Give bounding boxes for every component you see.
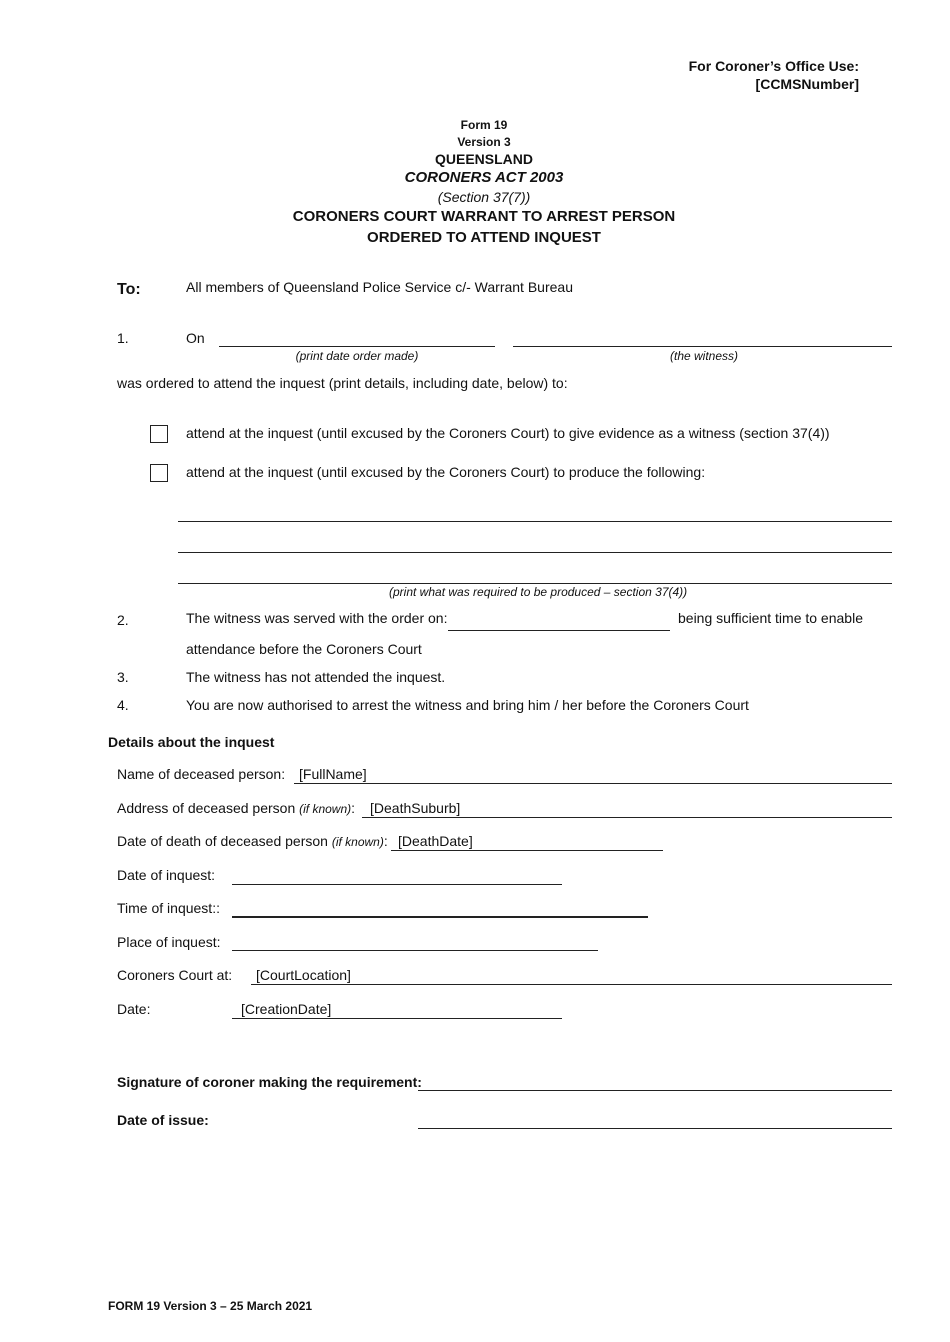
deceased-name-field[interactable] (294, 783, 892, 784)
inquest-time-label: Time of inquest:: (117, 900, 220, 916)
date-value: [CreationDate] (241, 1001, 332, 1017)
form-title-line1: CORONERS COURT WARRANT TO ARREST PERSON (292, 208, 676, 225)
to-value: All members of Queensland Police Service c/- Warrant Bureau (186, 279, 573, 295)
court-label: Coroners Court at: (117, 967, 233, 983)
produce-option-text: attend at the inquest (until excused by the Coroners Court) to produce the following: (186, 464, 706, 480)
form-version: Version 3 (457, 135, 511, 149)
item2-suffix: being sufficient time to enable (678, 610, 863, 626)
item4-number: 4. (117, 697, 129, 713)
death-date-field[interactable] (391, 850, 663, 851)
act-heading: CORONERS ACT 2003 (404, 169, 564, 186)
item1-on: On (186, 330, 205, 346)
death-date-value: [DeathDate] (398, 833, 473, 849)
produce-checkbox[interactable] (150, 464, 168, 482)
item2-number: 2. (117, 612, 129, 628)
address-label (117, 800, 355, 816)
footer-text: FORM 19 Version 3 – 25 March 2021 (108, 1299, 313, 1313)
produce-caption: (print what was required to be produced – section 37(4)) (389, 585, 688, 599)
produce-line-1[interactable] (178, 521, 892, 522)
state-heading: QUEENSLAND (434, 151, 533, 167)
item2-continuation: attendance before the Coroners Court (186, 641, 422, 657)
witness-caption: (the witness) (670, 349, 739, 363)
court-field[interactable] (251, 984, 892, 985)
inquest-date-label: Date of inquest: (117, 867, 216, 883)
order-date-caption: (print date order made) (295, 349, 419, 363)
order-date-field[interactable] (219, 346, 495, 347)
signature-field[interactable] (418, 1090, 892, 1091)
office-use-label: For Coroner’s Office Use: (688, 58, 859, 74)
evidence-checkbox[interactable] (150, 425, 168, 443)
produce-line-2[interactable] (178, 552, 892, 553)
death-date-qualifier: (if known) (331, 835, 384, 849)
details-heading: Details about the inquest (108, 734, 275, 750)
address-qualifier: (if known) (299, 802, 352, 816)
produce-line-3[interactable] (178, 583, 892, 584)
court-value: [CourtLocation] (256, 967, 351, 983)
signature-label: Signature of coroner making the requirement: (117, 1074, 422, 1090)
address-value: [DeathSuburb] (370, 800, 461, 816)
evidence-option-text: attend at the inquest (until excused by the Coroners Court) to give evidence as a witness (section 37(4)) (186, 425, 830, 441)
inquest-time-field[interactable] (232, 916, 648, 918)
ordered-text: was ordered to attend the inquest (print details, including date, below) to: (117, 375, 568, 391)
inquest-place-field[interactable] (232, 950, 598, 951)
date-label: Date: (117, 1001, 151, 1017)
item3-number: 3. (117, 669, 129, 685)
item2-text: The witness was served with the order on: (186, 610, 448, 626)
form-number: Form 19 (460, 118, 508, 132)
item4-text: You are now authorised to arrest the witness and bring him / her before the Coroners Court (186, 697, 749, 713)
death-date-label (117, 833, 388, 849)
death-date-label-text: Date of death of deceased person (117, 833, 328, 849)
ccms-number: [CCMSNumber] (755, 76, 859, 92)
item3-text: The witness has not attended the inquest. (186, 669, 446, 685)
deceased-name-value: [FullName] (299, 766, 367, 782)
address-label-text: Address of deceased person (117, 800, 296, 816)
issue-date-label: Date of issue: (117, 1112, 209, 1128)
issue-date-field[interactable] (418, 1128, 892, 1129)
item1-number: 1. (117, 330, 129, 346)
to-label: To: (117, 281, 141, 298)
deceased-name-label: Name of deceased person: (117, 766, 286, 782)
inquest-place-label: Place of inquest: (117, 934, 221, 950)
address-field[interactable] (362, 817, 892, 818)
served-date-field[interactable] (448, 630, 670, 631)
section-heading: (Section 37(7)) (437, 189, 531, 205)
death-date-colon: : (383, 833, 388, 849)
inquest-date-field[interactable] (232, 884, 562, 885)
form-title-line2: ORDERED TO ATTEND INQUEST (367, 229, 601, 246)
witness-field[interactable] (513, 346, 892, 347)
date-field[interactable] (232, 1018, 562, 1019)
address-colon: : (351, 800, 356, 816)
